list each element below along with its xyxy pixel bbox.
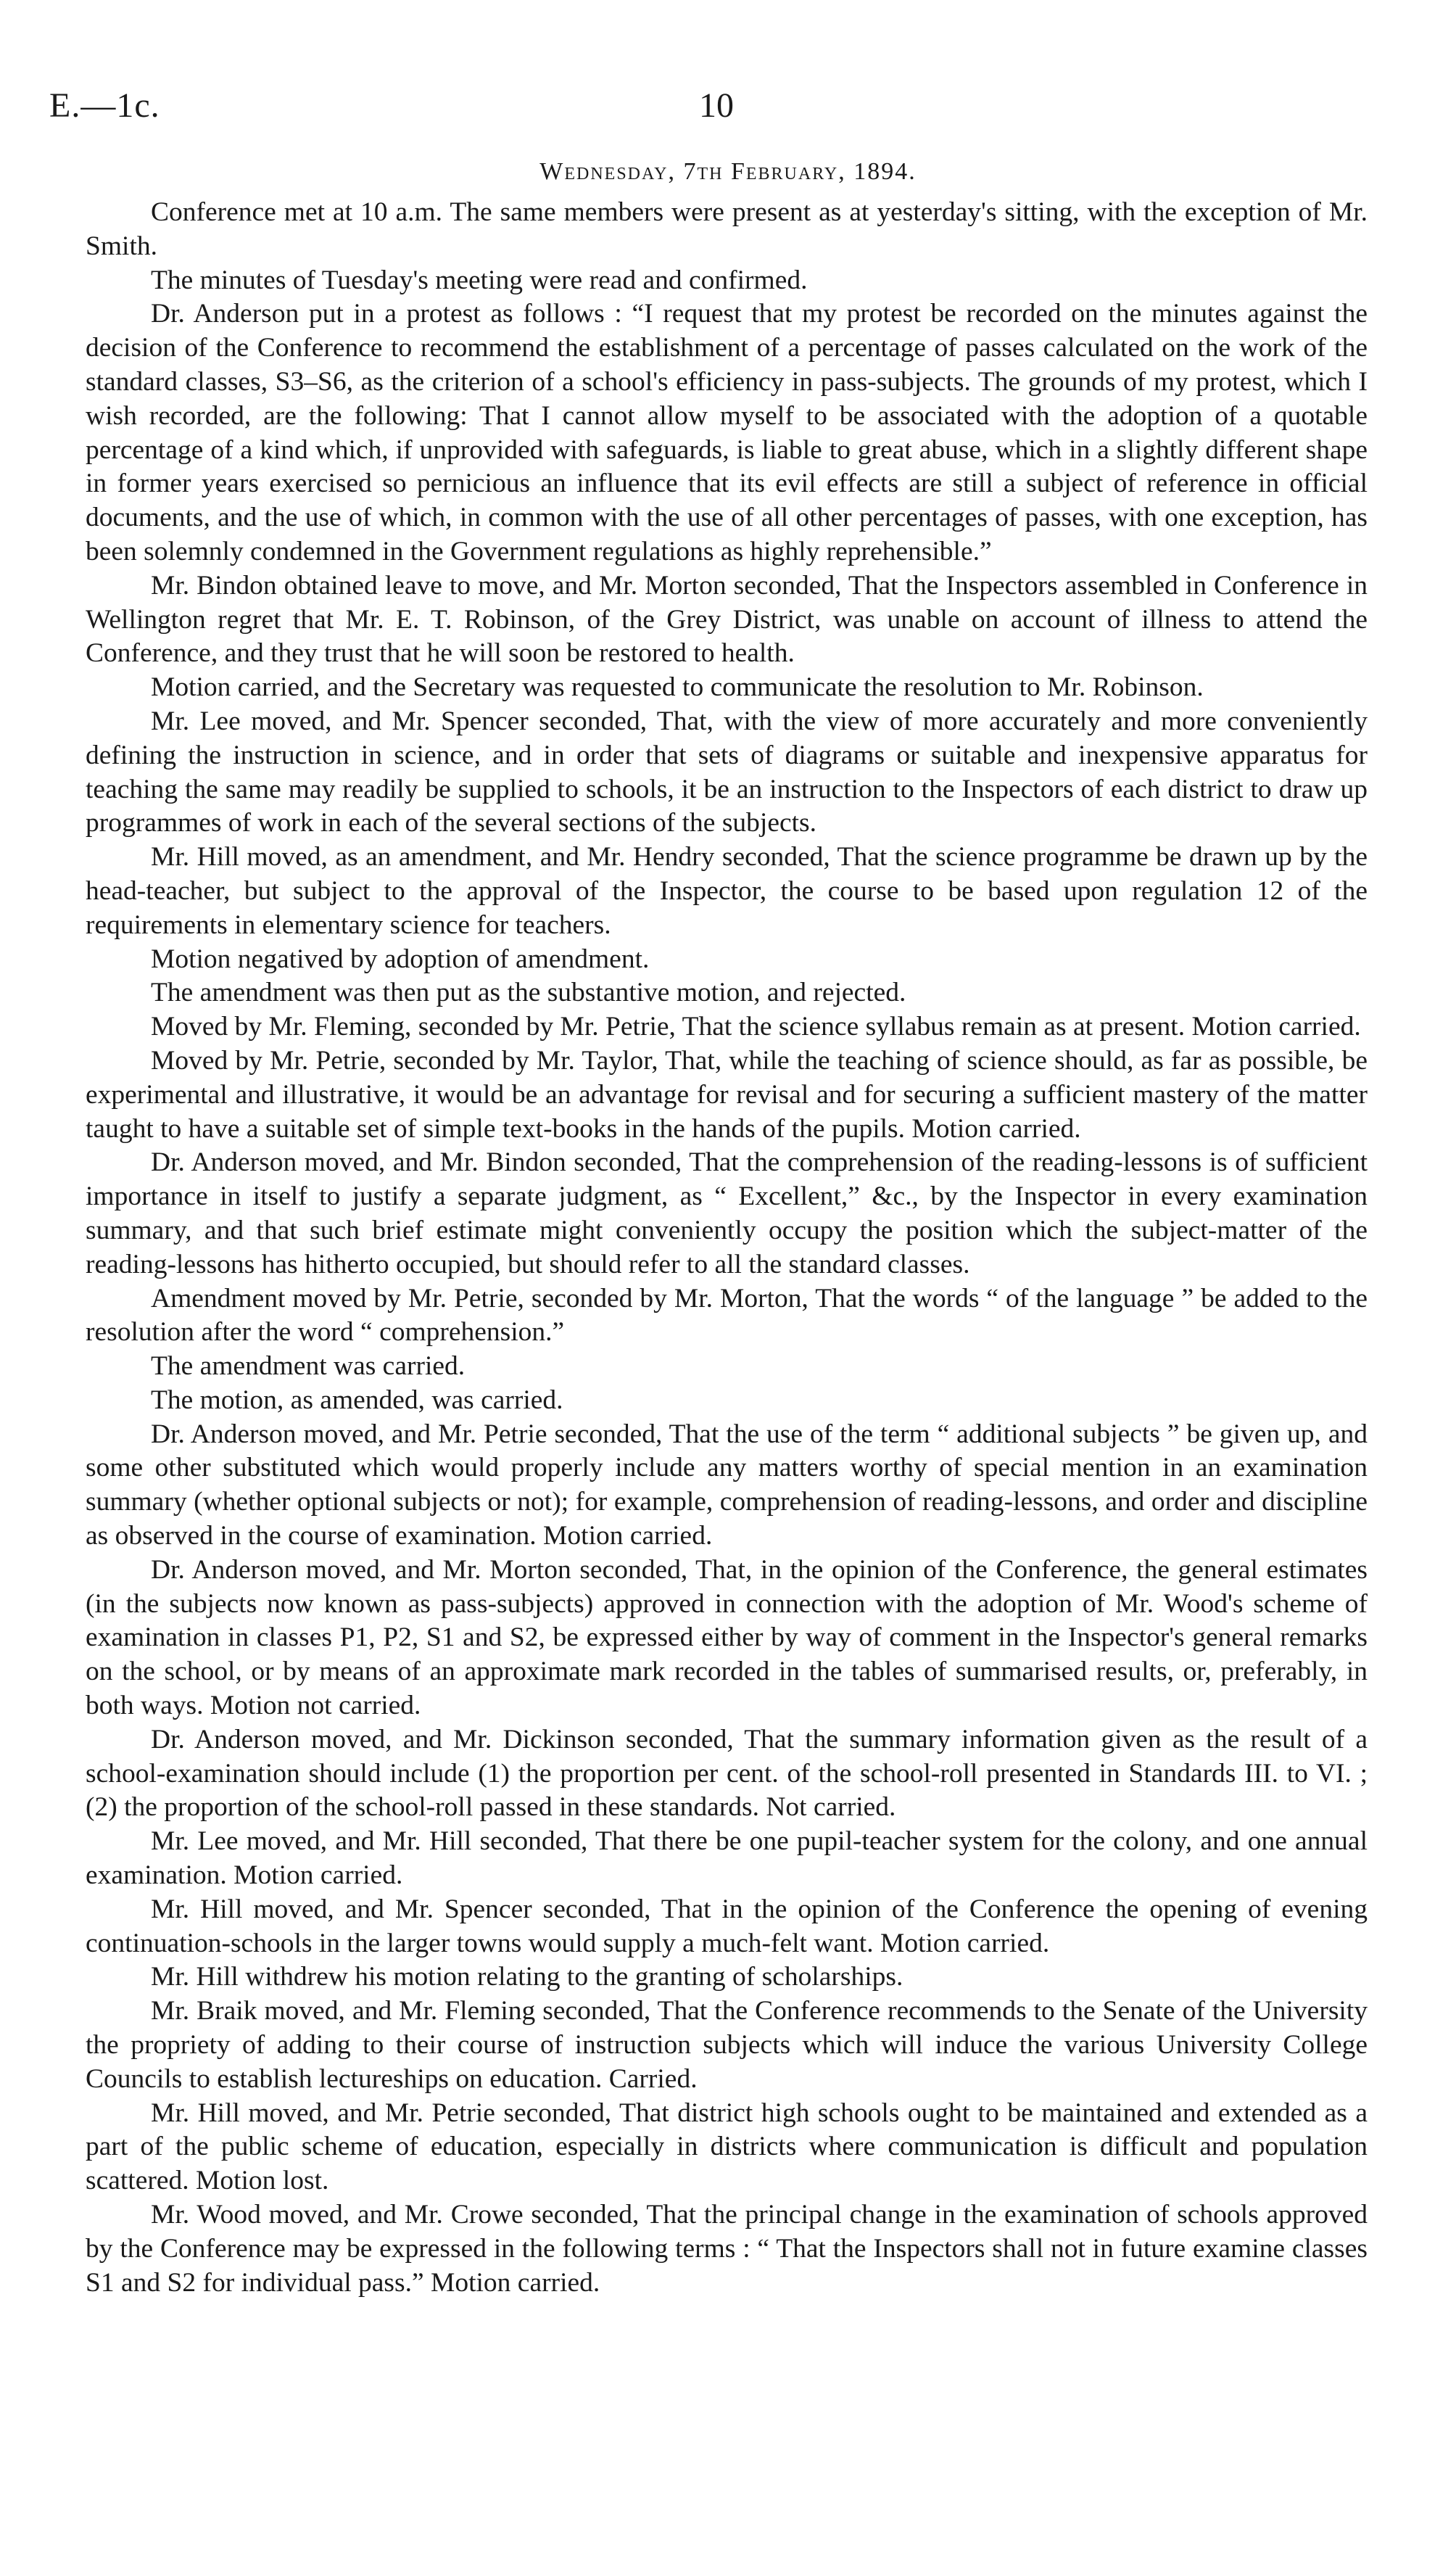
- paragraph: Mr. Hill withdrew his motion relating to the granting of scholarships.: [151, 1962, 903, 1992]
- paragraph: Moved by Mr. Petrie, seconded by Mr. Taylor, That, while the teaching of science should, as far as possible, be experimental and illustrative, it would be an advantage for revisal and for securing a sufficient mastery of the matter taught to have a suitable set of simple text-books in the hands of the pupils. Motion carried.: [86, 1045, 1368, 1144]
- paragraph: Dr. Anderson moved, and Mr. Dickinson seconded, That the summary information given as the result of a school-examination should include (1) the proportion per cent. of the school-roll presented in Standards III. to VI. ; (2) the proportion of the school-roll passed in these standards. Not carried.: [86, 1724, 1368, 1823]
- paragraph: The minutes of Tuesday's meeting were read and confirmed.: [151, 265, 808, 295]
- paragraph: Mr. Bindon obtained leave to move, and Mr. Morton seconded, That the Inspectors assembled in Conference in Wellington regret that Mr. E. T. Robinson, of the Grey District, was unable on account of illness to attend the Conference, and they trust that he will soon be restored to health.: [86, 570, 1368, 669]
- paragraph: Moved by Mr. Fleming, seconded by Mr. Petrie, That the science syllabus remain as at present. Motion carried.: [151, 1012, 1361, 1042]
- date-heading: Wednesday, 7th February, 1894.: [539, 158, 917, 185]
- paragraph: Mr. Wood moved, and Mr. Crowe seconded, That the principal change in the examination of schools approved by the Conference may be expressed in the following terms : “ That the Inspectors shall not in future examine classes S1 and S2 for individual pass.” Motion carried.: [86, 2200, 1368, 2298]
- paragraph: Mr. Hill moved, and Mr. Spencer seconded, That in the opinion of the Conference the opening of evening continuation-schools in the larger towns would supply a much-felt want. Motion carried.: [86, 1894, 1368, 1958]
- document-reference: E.—1c.: [49, 86, 160, 125]
- paragraph: Mr. Hill moved, as an amendment, and Mr. Hendry seconded, That the science programme be drawn up by the head-teacher, but subject to the approval of the Inspector, the course to be based upon regulation 12 of the requirements in elementary science for teachers.: [86, 842, 1368, 940]
- paragraph: The amendment was then put as the substantive motion, and rejected.: [151, 978, 906, 1008]
- paragraph: Conference met at 10 a.m. The same members were present as at yesterday's sitting, with the exception of Mr. Smith.: [86, 197, 1368, 261]
- paragraph: Mr. Lee moved, and Mr. Hill seconded, That there be one pupil-teacher system for the colony, and one annual examination. Motion carried.: [86, 1826, 1368, 1891]
- page-number: 10: [699, 86, 734, 125]
- paragraph: Motion negatived by adoption of amendment.: [151, 944, 650, 974]
- paragraph: Dr. Anderson moved, and Mr. Petrie seconded, That the use of the term “ additional subjects ” be given up, and some other substituted which would properly include any matters worthy of special mention in an examination summary (whether optional subjects or not); for example, comprehension of reading-lessons, and order and discipline as observed in the course of examination. Motion carried.: [86, 1419, 1368, 1551]
- paragraph: Dr. Anderson moved, and Mr. Morton seconded, That, in the opinion of the Conference, the general estimates (in the subjects now known as pass-subjects) approved in connection with the adoption of Mr. Wood's scheme of examination in classes P1, P2, S1 and S2, be expressed either by way of comment in the Inspector's general remarks on the school, or by means of an approximate mark recorded in the tables of summarised results, or, preferably, in both ways. Motion not carried.: [86, 1554, 1368, 1721]
- paragraph: The motion, as amended, was carried.: [151, 1385, 563, 1415]
- paragraph: Mr. Hill moved, and Mr. Petrie seconded, That district high schools ought to be maintained and extended as a part of the public scheme of education, especially in districts where communication is difficult and population scattered. Motion lost.: [86, 2098, 1368, 2196]
- page-header: [49, 86, 1369, 136]
- paragraph: Dr. Anderson put in a protest as follows : “I request that my protest be recorded on the minutes against the decision of the Conference to recommend the establishment of a percentage of passes calculated on the work of the standard classes, S3–S6, as the criterion of a school's efficiency in pass-subjects. The grounds of my protest, which I wish recorded, are the following: That I cannot allow myself to be associated with the adoption of a quotable percentage of a kind which, if unprovided with safeguards, is liable to great abuse, which in a slightly different shape in former years exercised so pernicious an influence that its evil effects are still a subject of reference in official documents, and the use of which, in common with the use of all other percentages of passes, with one exception, has been solemnly condemned in the Government regulations as highly reprehensible.”: [86, 299, 1368, 566]
- paragraph: Dr. Anderson moved, and Mr. Bindon seconded, That the comprehension of the reading-lessons is of sufficient importance in itself to justify a separate judgment, as “ Excellent,” &c., by the Inspector in every examination summary, and that such brief estimate might conveniently occupy the position which the subject-matter of the reading-lessons has hitherto occupied, but should refer to all the standard classes.: [86, 1147, 1368, 1279]
- paragraph: The amendment was carried.: [151, 1351, 466, 1382]
- paragraph: Mr. Lee moved, and Mr. Spencer seconded, That, with the view of more accurately and more conveniently defining the instruction in science, and in order that sets of diagrams or suitable and inexpensive apparatus for teaching the same may readily be supplied to schools, it be an instruction to the Inspectors of each district to draw up programmes of work in each of the several sections of the subjects.: [86, 706, 1368, 838]
- paragraph: Amendment moved by Mr. Petrie, seconded by Mr. Morton, That the words “ of the language ” be added to the resolution after the word “ comprehension.”: [86, 1283, 1368, 1348]
- paragraph: Motion carried, and the Secretary was requested to communicate the resolution to Mr. Robinson.: [151, 672, 1204, 703]
- paragraph: Mr. Braik moved, and Mr. Fleming seconded, That the Conference recommends to the Senate of the University the propriety of adding to their course of instruction subjects which will induce the various University College Councils to establish lectureships on education. Carried.: [86, 1996, 1368, 2094]
- document-body: [86, 196, 1368, 2300]
